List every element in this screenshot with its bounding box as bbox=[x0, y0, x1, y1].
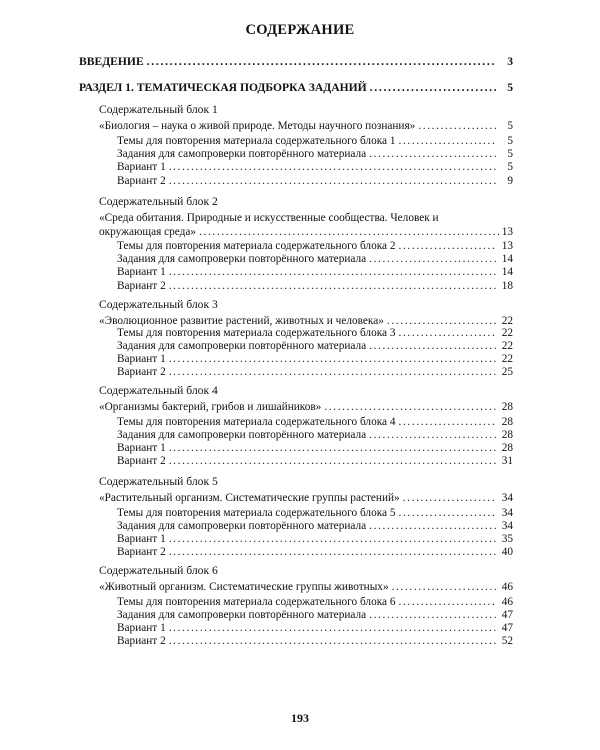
dot-leader bbox=[324, 401, 496, 413]
toc-entry-page: 13 bbox=[501, 226, 513, 238]
block-heading-4: Содержательный блок 4 bbox=[99, 384, 218, 397]
toc-entry[interactable] bbox=[117, 135, 513, 147]
dot-leader bbox=[399, 240, 496, 252]
toc-entry-page: 22 bbox=[501, 353, 513, 365]
toc-entry-page: 46 bbox=[501, 581, 513, 593]
toc-entry-page: 18 bbox=[501, 280, 513, 292]
toc-entry-label: Темы для повторения материала содержательного блока 4 bbox=[117, 416, 396, 428]
dot-leader bbox=[418, 120, 496, 132]
toc-entry-page: 5 bbox=[507, 161, 513, 173]
dot-leader bbox=[169, 533, 496, 545]
block-heading-1: Содержательный блок 1 bbox=[99, 103, 218, 116]
block-topic-2[interactable] bbox=[99, 211, 513, 239]
dot-leader bbox=[169, 161, 496, 173]
toc-entry-page: 14 bbox=[501, 253, 513, 265]
toc-entry-label: «Животный организм. Систематические группы животных» bbox=[99, 581, 389, 593]
dot-leader bbox=[169, 280, 496, 292]
block-heading-3: Содержательный блок 3 bbox=[99, 298, 218, 311]
toc-entry-label: Вариант 2 bbox=[117, 635, 166, 647]
toc-entry-label: Вариант 2 bbox=[117, 455, 166, 467]
toc-entry-label: Темы для повторения материала содержательного блока 1 bbox=[117, 135, 396, 147]
toc-entry[interactable] bbox=[117, 340, 513, 352]
dot-leader bbox=[392, 581, 496, 593]
toc-entry[interactable] bbox=[117, 253, 513, 265]
page-title: СОДЕРЖАНИЕ bbox=[245, 22, 355, 38]
toc-entry-label: Задания для самопроверки повторённого материала bbox=[117, 340, 367, 352]
toc-entry[interactable] bbox=[117, 148, 513, 160]
dot-leader bbox=[399, 416, 496, 428]
toc-entry-page: 28 bbox=[501, 401, 513, 413]
toc-entry-label: Вариант 1 bbox=[117, 622, 166, 634]
toc-entry-page: 28 bbox=[501, 429, 513, 441]
dot-leader bbox=[169, 266, 496, 278]
dot-leader bbox=[169, 622, 496, 634]
dot-leader bbox=[369, 148, 496, 160]
toc-entry-page: 22 bbox=[501, 340, 513, 352]
toc-entry-page: 40 bbox=[501, 546, 513, 558]
toc-entry[interactable] bbox=[117, 240, 513, 252]
toc-entry-page: 22 bbox=[501, 327, 513, 339]
dot-leader bbox=[169, 366, 496, 378]
dot-leader bbox=[369, 253, 496, 265]
toc-entry-label: Вариант 2 bbox=[117, 280, 166, 292]
toc-entry-page: 34 bbox=[501, 520, 513, 532]
block-heading-2: Содержательный блок 2 bbox=[99, 195, 218, 208]
toc-entry-page: 5 bbox=[507, 81, 513, 94]
dot-leader bbox=[387, 315, 496, 327]
dot-leader bbox=[147, 55, 496, 68]
toc-entry-page: 47 bbox=[501, 622, 513, 634]
toc-entry-page: 13 bbox=[501, 240, 513, 252]
block-heading-6: Содержательный блок 6 bbox=[99, 564, 218, 577]
toc-entry-label: Задания для самопроверки повторённого материала bbox=[117, 429, 367, 441]
toc-entry-page: 35 bbox=[501, 533, 513, 545]
toc-entry[interactable] bbox=[117, 327, 513, 339]
dot-leader bbox=[403, 492, 496, 504]
toc-entry-label: Задания для самопроверки повторённого материала bbox=[117, 609, 367, 621]
toc-entry[interactable] bbox=[117, 353, 513, 365]
block-topic-6[interactable] bbox=[99, 581, 513, 593]
dot-leader bbox=[169, 546, 496, 558]
dot-leader bbox=[369, 340, 496, 352]
toc-entry-label: Вариант 1 bbox=[117, 266, 166, 278]
toc-entry[interactable] bbox=[117, 175, 513, 187]
toc-entry-page: 5 bbox=[507, 148, 513, 160]
toc-entry[interactable] bbox=[117, 533, 513, 545]
dot-leader bbox=[399, 507, 496, 519]
toc-entry-label: Вариант 1 bbox=[117, 353, 166, 365]
toc-entry-label: Вариант 1 bbox=[117, 161, 166, 173]
toc-entry[interactable] bbox=[117, 455, 513, 467]
toc-entry-page: 34 bbox=[501, 492, 513, 504]
toc-entry-label: Задания для самопроверки повторённого материала bbox=[117, 253, 367, 265]
dot-leader bbox=[369, 520, 496, 532]
toc-entry-page: 14 bbox=[501, 266, 513, 278]
dot-leader bbox=[169, 455, 496, 467]
dot-leader bbox=[399, 596, 496, 608]
toc-entry-label: Темы для повторения материала содержательного блока 2 bbox=[117, 240, 396, 252]
toc-entry-page: 22 bbox=[501, 315, 513, 327]
dot-leader bbox=[399, 327, 496, 339]
toc-entry-label: «Растительный организм. Систематические группы растений» bbox=[99, 492, 400, 504]
toc-entry-label-line1: «Среда обитания. Природные и искусственные сообщества. Человек и bbox=[99, 212, 439, 224]
toc-entry-label: Задания для самопроверки повторённого материала bbox=[117, 148, 367, 160]
dot-leader bbox=[169, 175, 496, 187]
toc-entry-label: Темы для повторения материала содержательного блока 3 bbox=[117, 327, 396, 339]
block-topic-4[interactable] bbox=[99, 401, 513, 413]
toc-entry-label: Вариант 2 bbox=[117, 175, 166, 187]
dot-leader bbox=[369, 429, 496, 441]
toc-entry-label: Вариант 1 bbox=[117, 533, 166, 545]
dot-leader bbox=[370, 81, 496, 94]
toc-entry-page: 3 bbox=[507, 55, 513, 68]
dot-leader bbox=[169, 353, 496, 365]
dot-leader bbox=[169, 442, 496, 454]
toc-entry[interactable] bbox=[117, 546, 513, 558]
block-heading-5: Содержательный блок 5 bbox=[99, 475, 218, 488]
toc-entry-page: 34 bbox=[501, 507, 513, 519]
block-topic-5[interactable] bbox=[99, 492, 513, 504]
dot-leader bbox=[169, 635, 496, 647]
toc-entry-label: Вариант 2 bbox=[117, 366, 166, 378]
toc-entry[interactable] bbox=[117, 161, 513, 173]
toc-entry-page: 5 bbox=[507, 135, 513, 147]
toc-entry[interactable] bbox=[117, 507, 513, 519]
toc-entry-page: 52 bbox=[501, 635, 513, 647]
toc-entry[interactable] bbox=[117, 596, 513, 608]
toc-entry-page: 28 bbox=[501, 416, 513, 428]
toc-entry-label-line2: окружающая среда» bbox=[99, 226, 197, 238]
dot-leader bbox=[199, 225, 499, 239]
toc-entry-label: «Эволюционное развитие растений, животных и человека» bbox=[99, 315, 384, 327]
toc-entry-page: 25 bbox=[501, 366, 513, 378]
toc-entry-label: «Биология – наука о живой природе. Методы научного познания» bbox=[99, 120, 416, 132]
block-topic-1[interactable] bbox=[99, 120, 513, 132]
toc-entry[interactable] bbox=[117, 442, 513, 454]
toc-entry-label: Вариант 1 bbox=[117, 442, 166, 454]
toc-entry[interactable] bbox=[117, 520, 513, 532]
toc-entry-label: ВВЕДЕНИЕ bbox=[79, 55, 144, 68]
toc-entry[interactable] bbox=[117, 635, 513, 647]
dot-leader bbox=[369, 609, 496, 621]
toc-entry-label: Темы для повторения материала содержательного блока 5 bbox=[117, 507, 396, 519]
toc-entry[interactable] bbox=[117, 416, 513, 428]
toc-entry-label: Вариант 2 bbox=[117, 546, 166, 558]
toc-entry-intro[interactable] bbox=[79, 55, 513, 68]
toc-entry-label: «Организмы бактерий, грибов и лишайников» bbox=[99, 401, 322, 413]
toc-entry-page: 46 bbox=[501, 596, 513, 608]
toc-entry[interactable] bbox=[117, 429, 513, 441]
toc-entry-page: 28 bbox=[501, 442, 513, 454]
toc-entry-label: Темы для повторения материала содержательного блока 6 bbox=[117, 596, 396, 608]
toc-entry-label: РАЗДЕЛ 1. ТЕМАТИЧЕСКАЯ ПОДБОРКА ЗАДАНИЙ bbox=[79, 81, 367, 94]
toc-entry-page: 47 bbox=[501, 609, 513, 621]
dot-leader bbox=[399, 135, 496, 147]
toc-entry[interactable] bbox=[117, 266, 513, 278]
block-topic-3[interactable] bbox=[99, 315, 513, 327]
toc-entry[interactable] bbox=[117, 609, 513, 621]
toc-entry[interactable] bbox=[117, 280, 513, 292]
toc-entry-section-1[interactable] bbox=[79, 81, 513, 94]
toc-entry-label: Задания для самопроверки повторённого материала bbox=[117, 520, 367, 532]
toc-entry-page: 31 bbox=[501, 455, 513, 467]
toc-entry[interactable] bbox=[117, 622, 513, 634]
toc-entry-page: 9 bbox=[507, 175, 513, 187]
toc-entry[interactable] bbox=[117, 366, 513, 378]
page-number: 193 bbox=[291, 711, 309, 725]
toc-entry-page: 5 bbox=[507, 120, 513, 132]
